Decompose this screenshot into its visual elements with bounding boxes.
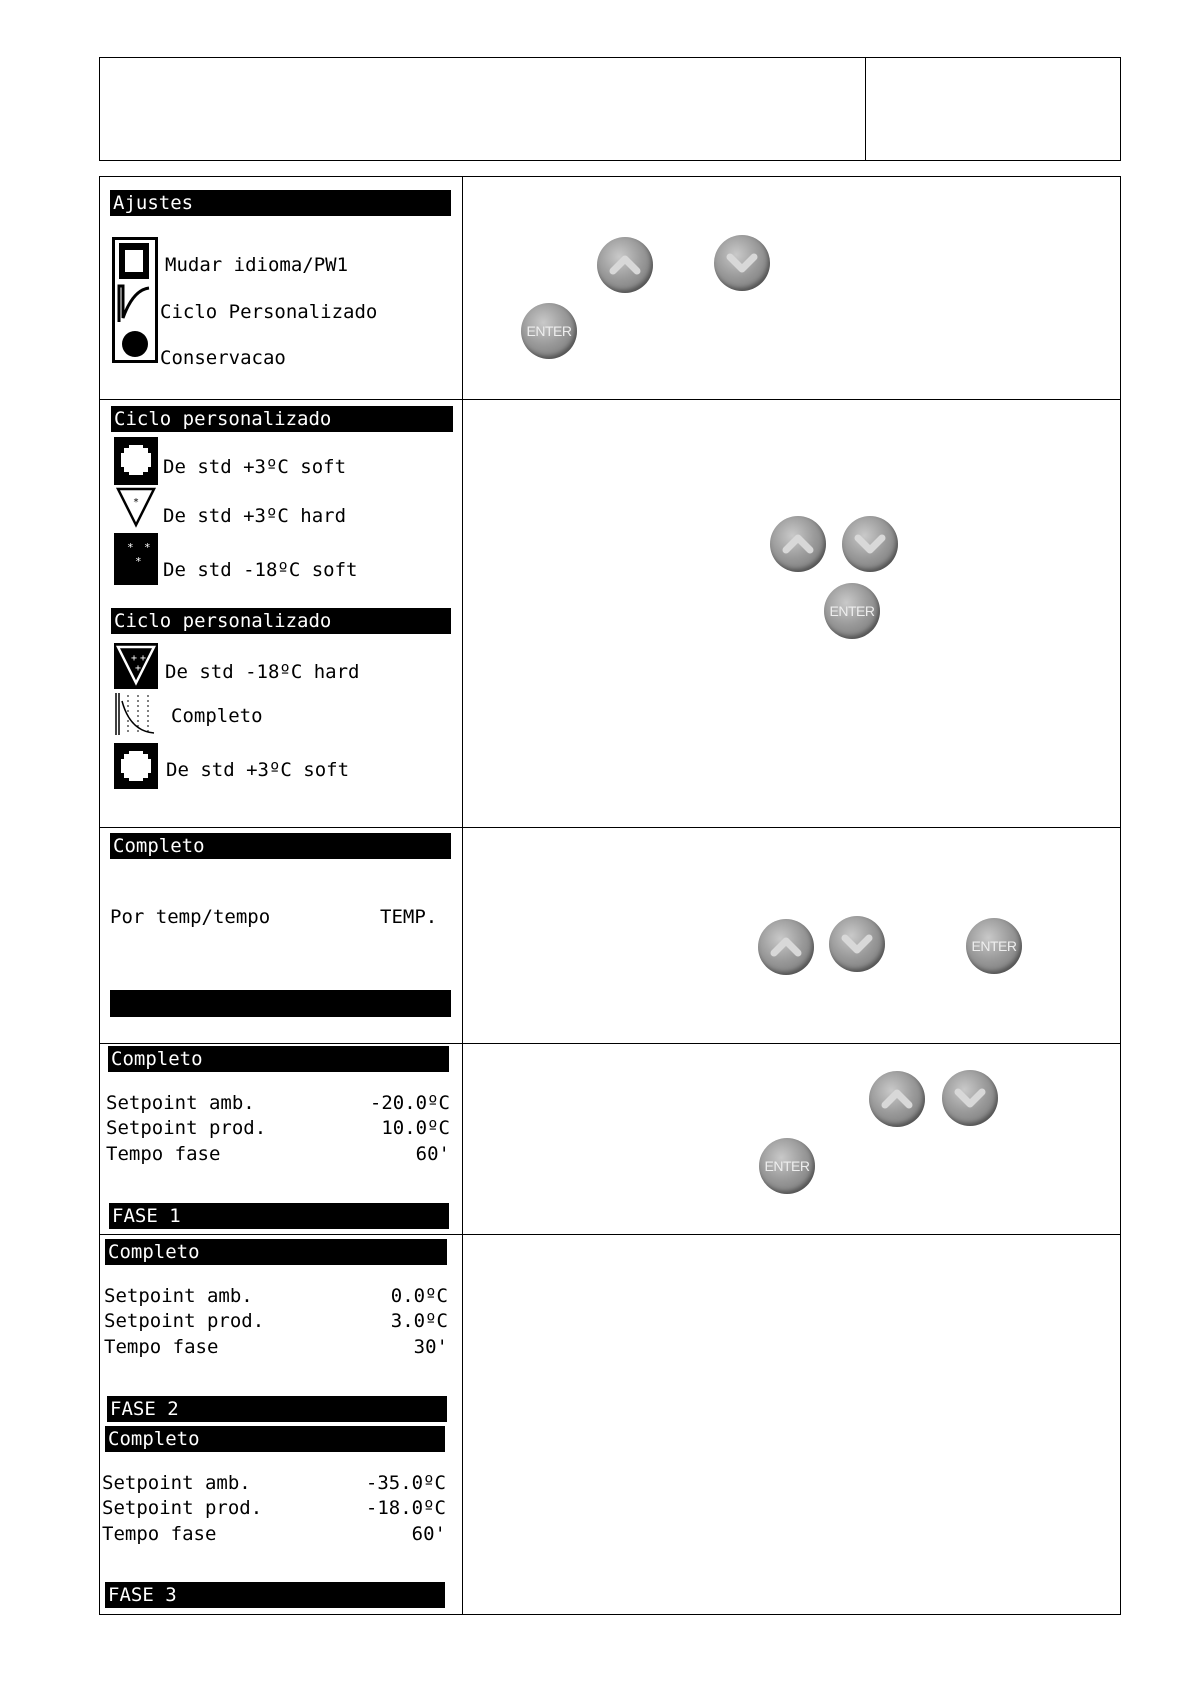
lcd-footer-fase2: FASE 2 bbox=[107, 1396, 447, 1422]
down-arrow-button[interactable] bbox=[714, 235, 770, 291]
column-divider bbox=[462, 177, 463, 1614]
enter-label: ENTER bbox=[829, 603, 875, 619]
tempo-fase-label: Tempo fase bbox=[104, 1336, 219, 1358]
svg-text:*: * bbox=[144, 541, 151, 554]
lcd-title-ciclo-personalizado-2: Ciclo personalizado bbox=[111, 608, 451, 634]
lcd-title-ciclo-personalizado: Ciclo personalizado bbox=[111, 406, 453, 432]
enter-button[interactable] bbox=[824, 583, 880, 639]
svg-text:*: * bbox=[135, 555, 142, 568]
enter-label: ENTER bbox=[526, 323, 572, 339]
lcd-title-completo-fase3: Completo bbox=[105, 1426, 445, 1452]
down-arrow-button[interactable] bbox=[942, 1070, 998, 1126]
lcd-title-ajustes: Ajustes bbox=[110, 190, 451, 216]
idioma-icon bbox=[112, 237, 158, 363]
lcd-footer-bar bbox=[110, 990, 451, 1017]
cycle-item-std18-hard[interactable]: De std -18ºC hard bbox=[165, 661, 360, 683]
tempo-fase-value[interactable]: 60' bbox=[415, 1143, 450, 1165]
instruction-table bbox=[99, 176, 1121, 1615]
setpoint-prod-value[interactable]: 3.0ºC bbox=[390, 1310, 448, 1332]
complete-cycle-icon bbox=[114, 691, 158, 737]
lcd-title-completo-fase2: Completo bbox=[105, 1239, 447, 1265]
svg-text:+: + bbox=[131, 653, 138, 664]
down-arrow-button[interactable] bbox=[842, 516, 898, 572]
lcd-footer-fase1: FASE 1 bbox=[109, 1203, 449, 1229]
cycle-item-std3-hard[interactable]: De std +3ºC hard bbox=[163, 505, 347, 527]
cycle-item-completo[interactable]: Completo bbox=[171, 705, 263, 727]
up-arrow-button[interactable] bbox=[770, 516, 826, 572]
lcd-title-completo: Completo bbox=[110, 833, 451, 859]
tempo-fase-label: Tempo fase bbox=[106, 1143, 221, 1165]
setpoint-prod-value[interactable]: 10.0ºC bbox=[381, 1117, 450, 1139]
row-divider bbox=[100, 399, 1120, 400]
svg-text:+: + bbox=[135, 663, 142, 674]
lcd-footer-fase3: FASE 3 bbox=[105, 1582, 445, 1608]
menu-item-conservacao[interactable]: Conservacao bbox=[160, 347, 286, 369]
menu-item-ciclo-personalizado[interactable]: Ciclo Personalizado bbox=[160, 301, 378, 323]
up-arrow-button[interactable] bbox=[597, 237, 653, 293]
mode-label: Por temp/tempo bbox=[110, 906, 271, 928]
svg-text:*: * bbox=[132, 497, 140, 508]
mode-value[interactable]: TEMP. bbox=[380, 906, 438, 928]
tempo-fase-value[interactable]: 30' bbox=[413, 1336, 448, 1358]
cycle-icons-strip bbox=[114, 437, 158, 585]
up-arrow-button[interactable] bbox=[869, 1071, 925, 1127]
setpoint-amb-label: Setpoint amb. bbox=[104, 1285, 253, 1307]
menu-item-mudar-idioma[interactable]: Mudar idioma/PW1 bbox=[165, 254, 349, 276]
row-divider bbox=[100, 827, 1120, 828]
setpoint-prod-label: Setpoint prod. bbox=[102, 1497, 263, 1519]
cycle-item-std18-soft[interactable]: De std -18ºC soft bbox=[163, 559, 358, 581]
setpoint-prod-label: Setpoint prod. bbox=[106, 1117, 267, 1139]
setpoint-amb-value[interactable]: -35.0ºC bbox=[365, 1472, 446, 1494]
header-divider bbox=[865, 58, 866, 160]
row-divider bbox=[100, 1234, 1120, 1235]
enter-button[interactable] bbox=[521, 303, 577, 359]
up-arrow-button[interactable] bbox=[758, 919, 814, 975]
setpoint-prod-label: Setpoint prod. bbox=[104, 1310, 265, 1332]
enter-button[interactable] bbox=[759, 1138, 815, 1194]
header-box bbox=[99, 57, 1121, 161]
tempo-fase-label: Tempo fase bbox=[102, 1523, 217, 1545]
hard-freeze-icon bbox=[114, 643, 158, 689]
setpoint-amb-value[interactable]: -20.0ºC bbox=[369, 1092, 450, 1114]
svg-text:+: + bbox=[140, 653, 147, 664]
cycle-item-std3-soft[interactable]: De std +3ºC soft bbox=[163, 456, 347, 478]
down-arrow-button[interactable] bbox=[829, 916, 885, 972]
enter-label: ENTER bbox=[764, 1158, 810, 1174]
row-divider bbox=[100, 1043, 1120, 1044]
setpoint-amb-value[interactable]: 0.0ºC bbox=[390, 1285, 448, 1307]
enter-button[interactable] bbox=[966, 918, 1022, 974]
setpoint-amb-label: Setpoint amb. bbox=[106, 1092, 255, 1114]
tempo-fase-value[interactable]: 60' bbox=[411, 1523, 446, 1545]
cycle-item-std3-soft-2[interactable]: De std +3ºC soft bbox=[166, 759, 350, 781]
enter-label: ENTER bbox=[971, 938, 1017, 954]
snowflake-icon bbox=[114, 743, 158, 789]
setpoint-prod-value[interactable]: -18.0ºC bbox=[365, 1497, 446, 1519]
lcd-title-completo-fase1: Completo bbox=[108, 1046, 449, 1072]
setpoint-amb-label: Setpoint amb. bbox=[102, 1472, 251, 1494]
svg-text:*: * bbox=[127, 541, 134, 554]
